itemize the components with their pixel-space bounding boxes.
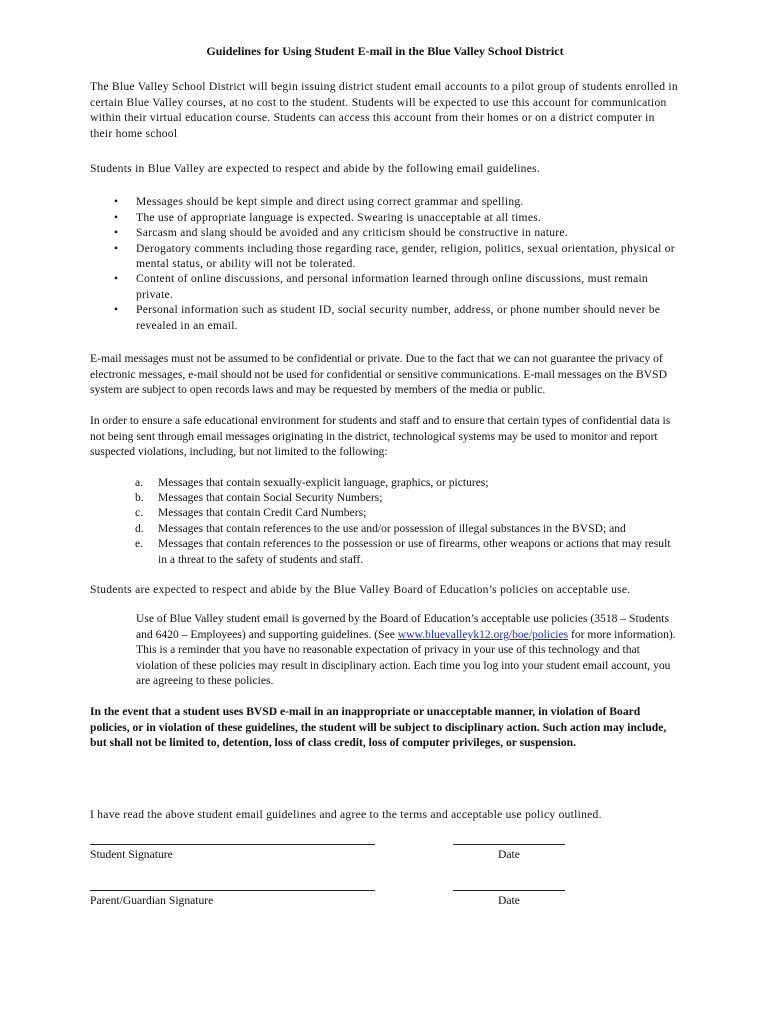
list-marker: b.	[135, 490, 144, 504]
bullet-icon: •	[114, 195, 119, 209]
guideline-item: • Personal information such as student ID, social security number, address, or phone number should never be revealed in an email.	[114, 303, 661, 332]
bullet-icon: •	[114, 241, 119, 255]
monitoring-paragraph: In order to ensure a safe educational environment for students and staff and to ensure that certain types of confidential data is not being sent through email messages originating in the district, technological systems may be used to monitor and report suspected violations, including, but not limited to the following:	[90, 414, 671, 459]
list-marker: a.	[135, 475, 144, 489]
guideline-item: • Derogatory comments including those regarding race, gender, religion, politics, sexual orientation, physical or mental status, or ability will not be tolerated.	[114, 241, 675, 271]
parent-signature-label: Parent/Guardian Signature	[90, 894, 214, 908]
student-date-line[interactable]	[453, 840, 565, 845]
list-marker: d.	[135, 521, 144, 535]
student-signature-line[interactable]	[90, 840, 375, 845]
parent-date-label: Date	[498, 894, 520, 908]
bullet-icon: •	[114, 303, 119, 317]
violations-list	[90, 475, 680, 567]
policies-link[interactable]: www.bluevalleyk12.org/boe/policies	[397, 627, 569, 641]
parent-signature-row	[90, 886, 680, 932]
violation-item: d. Messages that contain references to the use and/or possession of illegal substances in the BVSD; and	[135, 521, 626, 535]
agreement-statement: I have read the above student email guidelines and agree to the terms and acceptable use policy outlined.	[90, 807, 602, 821]
list-marker: e.	[135, 537, 144, 551]
intro-paragraph: The Blue Valley School District will begin issuing district student email accounts to a pilot group of students enrolled in certain Blue Valley courses, at no cost to the student. Students will be expected to use this account for communication within their virtual education course. Students can access this account from their homes or on a district computer in their home school	[90, 80, 678, 140]
student-signature-row	[90, 840, 680, 886]
guideline-item: • Content of online discussions, and personal information learned through online discussions, must remain private.	[114, 272, 648, 301]
violation-item: c. Messages that contain Credit Card Numbers;	[135, 506, 367, 520]
document-page	[90, 44, 680, 932]
parent-date-line[interactable]	[453, 886, 565, 891]
violation-item: a. Messages that contain sexually-explicit language, graphics, or pictures;	[135, 475, 489, 489]
bullet-icon: •	[114, 210, 119, 224]
bullet-icon: •	[114, 226, 119, 240]
confidentiality-paragraph: E-mail messages must not be assumed to be confidential or private. Due to the fact that we can not guarantee the privacy of electronic messages, e-mail should not be used for confidential or sensitive communications. E-mail messages on the BVSD system are subject to open records laws and may be requested by members of the media or public.	[90, 352, 667, 396]
expectations-intro: Students in Blue Valley are expected to respect and abide by the following email guidelines.	[90, 162, 541, 176]
parent-signature-line[interactable]	[90, 886, 375, 891]
guidelines-list	[90, 194, 680, 333]
violation-item: b. Messages that contain Social Security Numbers;	[135, 490, 383, 504]
list-marker: c.	[135, 506, 144, 520]
board-policy-paragraph: Students are expected to respect and abide by the Blue Valley Board of Education’s policies on acceptable use.	[90, 582, 631, 596]
document-title: Guidelines for Using Student E-mail in the Blue Valley School District	[206, 44, 564, 58]
bullet-icon: •	[114, 272, 119, 286]
guideline-item: • Messages should be kept simple and direct using correct grammar and spelling.	[114, 195, 524, 209]
guideline-item: • Sarcasm and slang should be avoided and any criticism should be constructive in nature.	[114, 226, 568, 240]
student-date-label: Date	[498, 848, 520, 862]
guideline-item: • The use of appropriate language is expected. Swearing is unacceptable at all times.	[114, 210, 542, 224]
discipline-paragraph: In the event that a student uses BVSD e-mail in an inappropriate or unacceptable manner, in violation of Board policies, or in violation of these guidelines, the student will be subject to disciplinary action. Such action may include, but shall not be limited to, detention, loss of class credit, loss of computer privileges, or suspension.	[90, 705, 667, 750]
student-signature-label: Student Signature	[90, 848, 173, 862]
violation-item: e. Messages that contain references to the possession or use of firearms, other weapons or actions that may result in a threat to the safety of students and staff.	[135, 537, 671, 566]
policy-note: Use of Blue Valley student email is governed by the Board of Education’s acceptable use policies (3518 – Students and 6420 – Employees) and supporting guidelines. (See www.bluevalleyk12.org/boe/policies for more information). This is a reminder that you have no reasonable expectation of privacy in your use of this technology and that violation of these policies may result in disciplinary action. Each time you log into your student email account, you are agreeing to these policies.	[136, 612, 676, 687]
